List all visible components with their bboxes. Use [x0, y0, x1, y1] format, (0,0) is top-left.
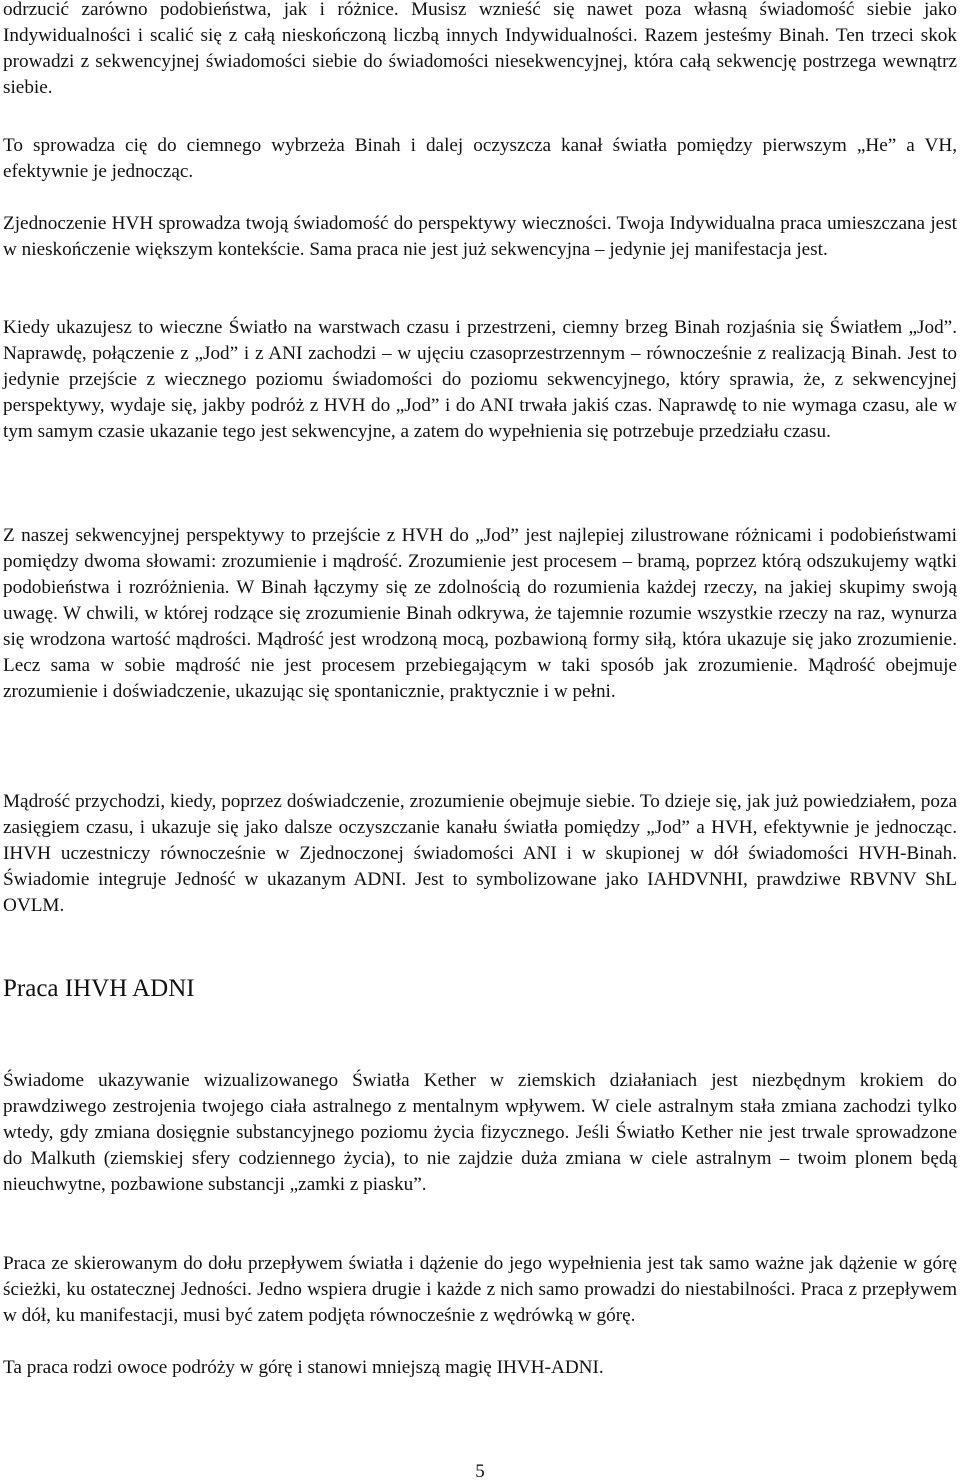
section-paragraph: Ta praca rodzi owoce podróży w górę i stanowi mniejszą magię IHVH-ADNI.: [3, 1357, 604, 1378]
section-heading: Praca IHVH ADNI: [3, 975, 195, 1002]
paragraph: Zjednoczenie HVH sprowadza twoją świadomość do perspektywy wieczności. Twoja Indywidualna praca umieszczana jest w nieskończenie większym kontekście. Sama praca nie jest już sekwencyjna – jedynie jej manifestacja jest.: [3, 213, 957, 260]
page-number: 5: [475, 1461, 485, 1482]
paragraph: Kiedy ukazujesz to wieczne Światło na warstwach czasu i przestrzeni, ciemny brzeg Binah rozjaśnia się Światłem „Jod”. Naprawdę, połączenie z „Jod” i z ANI zachodzi – w ujęciu czasoprzestrzennym – równocześnie z realizacją Binah. Jest to jedynie przejście z wiecznego poziomu świadomości do poziomu sekwencyjnego, który sprawia, że, z sekwencyjnej perspektywy, wydaje się, jakby podróż z HVH do „Jod” i do ANI trwała jakiś czas. Naprawdę to nie wymaga czasu, ale w tym samym czasie ukazanie tego jest sekwencyjne, a zatem do wypełnienia się potrzebuje przedziału czasu.: [3, 317, 957, 442]
section-paragraph: Świadome ukazywanie wizualizowanego Światła Kether w ziemskich działaniach jest niezbędnym krokiem do prawdziwego zestrojenia twojego ciała astralnego z mentalnym wpływem. W ciele astralnym stała zmiana zachodzi tylko wtedy, gdy zmiana dosięgnie substancyjnego poziomu życia fizycznego. Jeśli Światło Kether nie jest trwale sprowadzone do Malkuth (ziemskiej sfery codziennego życia), to nie zajdzie duża zmiana w ciele astralnym – twoim plonem będą nieuchwytne, pozbawione substancji „zamki z piasku”.: [3, 1070, 957, 1195]
paragraph: Mądrość przychodzi, kiedy, poprzez doświadczenie, zrozumienie obejmuje siebie. To dzieje się, jak już powiedziałem, poza zasięgiem czasu, i ukazuje się jako dalsze oczyszczanie kanału światła pomiędzy „Jod” a HVH, efektywnie je jednocząc. IHVH uczestniczy równocześnie w Zjednoczonej świadomości ANI i w skupionej w dół świadomości HVH-Binah. Świadomie integruje Jedność w ukazanym ADNI. Jest to symbolizowane jako IAHDVNHI, prawdziwe RBVNV ShL OVLM.: [3, 791, 957, 916]
section-paragraph: Praca ze skierowanym do dołu przepływem światła i dążenie do jego wypełnienia jest tak samo ważne jak dążenie w górę ścieżki, ku ostatecznej Jedności. Jedno wspiera drugie i każde z nich samo prowadzi do niestabilności. Praca z przepływem w dół, ku manifestacji, musi być zatem podjęta równocześnie z wędrówką w górę.: [3, 1253, 957, 1326]
paragraph: To sprowadza cię do ciemnego wybrzeża Binah i dalej oczyszcza kanał światła pomiędzy pierwszym „He” a VH, efektywnie je jednocząc.: [3, 135, 957, 182]
paragraph: odrzucić zarówno podobieństwa, jak i różnice. Musisz wznieść się nawet poza własną świadomość siebie jako Indywidualności i scalić się z całą nieskończoną liczbą innych Indywidualności. Razem jesteśmy Binah. Ten trzeci skok prowadzi z sekwencyjnej świadomości siebie do świadomości niesekwencyjnej, która całą sekwencję postrzega wewnątrz siebie.: [3, 0, 957, 98]
paragraph: Z naszej sekwencyjnej perspektywy to przejście z HVH do „Jod” jest najlepiej zilustrowane różnicami i podobieństwami pomiędzy dwoma słowami: zrozumienie i mądrość. Zrozumienie jest procesem – bramą, poprzez którą odszukujemy wątki podobieństwa i rozróżnienia. W Binah łączymy się ze zdolnością do rozumienia każdej rzeczy, na jakiej skupimy swoją uwagę. W chwili, w której rodzące się zrozumienie Binah odkrywa, że tajemnie rozumie wszystkie rzeczy na raz, wynurza się wrodzona wartość mądrości. Mądrość jest wrodzoną mocą, pozbawioną formy siłą, która ukazuje się jako zrozumienie. Lecz sama w sobie mądrość nie jest procesem przebiegającym w taki sposób jak zrozumienie. Mądrość obejmuje zrozumienie i doświadczenie, ukazując się spontanicznie, praktycznie i w pełni.: [3, 525, 957, 702]
